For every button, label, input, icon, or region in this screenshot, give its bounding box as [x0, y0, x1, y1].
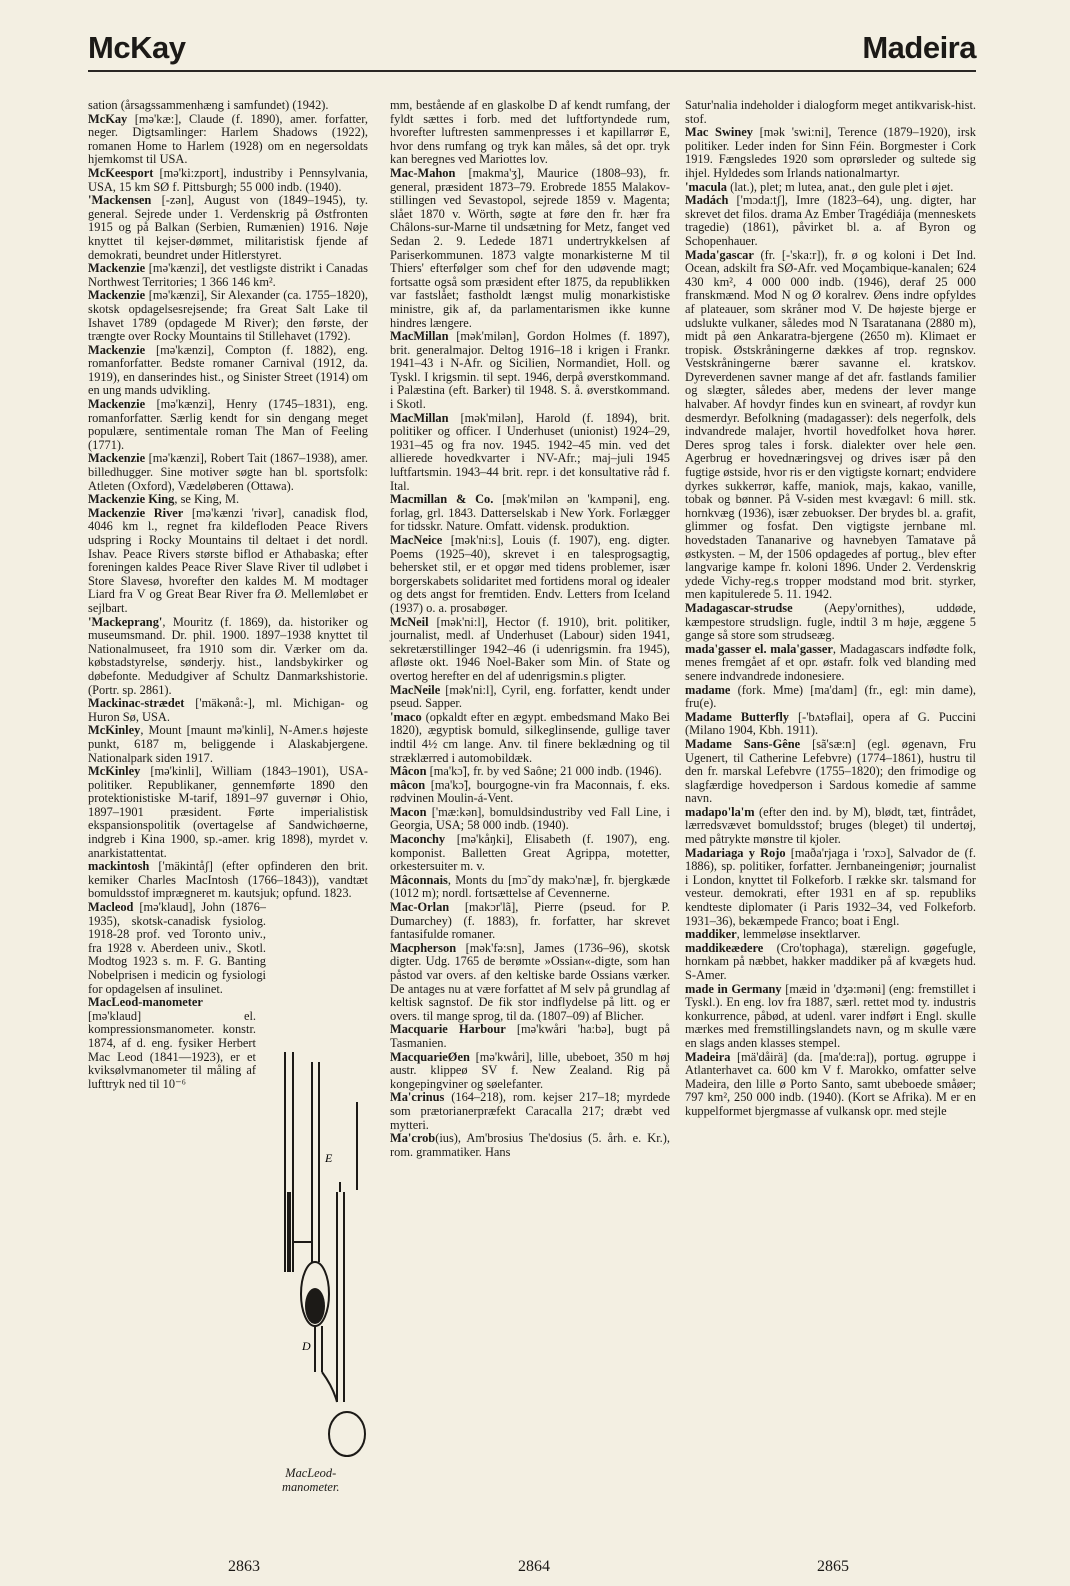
entry-headword: McKeesport: [88, 165, 154, 180]
dictionary-entry: Madách ['mɔda:tʃ], Imre (1823–64), ung. digter, har skrevet det filos. drama Az Ember Tragédiája (menneskets tragedie) (1861), påvirket bl. a. af Byron og Schopenhauer.: [685, 193, 976, 248]
dictionary-entry: MacNeice [mək'ni:s], Louis (f. 1907), eng. digter. Poems (1925–40), skrevet i en talesprogsagtig, behersket stil, er et opgør med tidens problemer, især borgerskabets solidaritet med fortidens moral og idealer og dets angst for fremtiden. Endv. Letters from Iceland (1937) o. a. prosabøger.: [390, 533, 670, 615]
figure-caption: [282, 1466, 339, 1494]
dictionary-entry: Mac-Mahon [makma'ʒ], Maurice (1808–93), fr. general, præsident 1873–79. Erobrede 1855 Malakov-stillingen ved Sevastopol, sejrede 1859 v. Magenta; slået 1870 v. Wörth, søgte at føre den fr. hær fra Châlons-sur-Marne til undsætning for Metz, fanget ved Sedan 2. 9. Ledede 1871 undertrykkelsen af Pariserkommunen. 1873 valgte monarkisterne M til Thiers' efterfølger som chef for den udøvende magt; fortsatte også som præsident efter 1875, da republikken var fastslået; fastholdt længst mulig monarkistiske ministre, gik af, da parlamentarismen ikke kunne hindres længere.: [390, 165, 670, 330]
dictionary-entry: Macon ['mæ:kən], bomuldsindustriby ved Fall Line, i Georgia, USA; 58 000 indb. (1940).: [390, 804, 670, 833]
entry-headword: Mada'gascar: [685, 247, 754, 262]
figure-caption-line-2: manometer.: [282, 1480, 340, 1494]
entry-headword: maddiker: [685, 927, 737, 942]
dictionary-entry: Maconchy [mə'kåŋki], Elisabeth (f. 1907), eng. komponist. Balletten Great Agrippa, motetter, orkestersuiter m. v.: [390, 832, 670, 874]
dictionary-entry: 'Mackensen [-zən], August von (1849–1945), ty. general. Sejrede under 1. Verdenskrig på Østfronten 1915 og på Balkan (Serbien, Rumænien) 1916. Nøje knyttet til kejser-dømmet, militaristisk fjende af demokrati, beundret under Hitlerstyret.: [88, 193, 368, 262]
entry-headword: Ma'crob: [390, 1131, 436, 1146]
dictionary-entry: Macpherson [mək'fə:sn], James (1736–96), skotsk digter. Udg. 1765 de berømte »Ossian«-digte, som han påstod var overs. af den keltiske barde Ossians værker. De antages nu at være forfattet af M selv på grundlag af keltisk sagnstof. De fik stor indflydelse på litt. og er overs. til mange sprog, til da. (1807–09) af Blicher.: [390, 940, 670, 1023]
entry-headword: Mac Swiney: [685, 125, 753, 140]
dictionary-entry: made in Germany [mæid in 'dʒə:məni] (eng: fremstillet i Tyskl.). En eng. lov fra 1887, særl. rettet mod ty. industris konkurrence, påbød, at udenl. varer indført i Engl. skulle mærkes med fremstillingslandets navn, og m skulle være en slags anden klasses stempel.: [685, 981, 976, 1050]
dictionary-entry: MacNeile [mək'ni:l], Cyril, eng. forfatter, kendt under pseud. Sapper.: [390, 682, 670, 711]
entry-headword: Mackinac-strædet: [88, 696, 185, 711]
dictionary-entry: Mac-Orlan [makɔr'lã], Pierre (pseud. for P. Dumarchey) (f. 1883), fr. forfatter, har skrevet fantasifulde romaner.: [390, 900, 670, 942]
dictionary-entry: McKeesport [mə'ki:zport], industriby i Pennsylvania, USA, 15 km SØ f. Pittsburgh; 55 000 indb. (1940).: [88, 165, 368, 194]
macleod-manometer-illustration: [267, 1042, 377, 1462]
entry-headword: Madame Sans-Gêne: [685, 736, 801, 751]
dictionary-entry: McNeil [mək'ni:l], Hector (f. 1910), brit. politiker, journalist, medl. af Underhuset (Labour) siden 1941, sekretærstillinger 1942–46 (i udenrigsmin. fra 1945), afløste okt. 1946 Noel-Baker som Min. of State og overtog herefter en del af udenrigsmin.s pligter.: [390, 614, 670, 683]
page-number-2: 2864: [518, 1558, 550, 1575]
dictionary-entry: maddiker, lemmeløse insektlarver.: [685, 927, 861, 942]
entry-headword: Mâcon: [390, 764, 427, 779]
column-1: [88, 99, 368, 1091]
entry-headword: Madame Butterfly: [685, 709, 789, 724]
entry-headword: Madariaga y Rojo: [685, 845, 786, 860]
entry-headword: maddikeædere: [685, 940, 764, 955]
page-number-1: 2863: [228, 1558, 260, 1575]
label-d: D: [302, 1339, 311, 1353]
figure-caption-line-1: MacLeod-: [285, 1466, 337, 1480]
entry-headword: mada'gasser el. mala'gasser: [685, 641, 833, 656]
entry-headword: Mackenzie: [88, 451, 146, 466]
dictionary-entry: Madariaga y Rojo [maða'rjaga i 'rɔxɔ], Salvador de (f. 1886), sp. politiker, forfatter. Jernbaneingeniør; journalist i London, knyttet til Folkeforb. I række skr. talsmand for vesteur. demokrati, efter 1931 en af sp. republiks kendteste diplomater (i Paris 1932–34, ved Folkeforb. 1931–36), bekæmpede Franco; boat i Engl.: [685, 845, 976, 928]
entry-headword: Madagascar-strudse: [685, 600, 793, 615]
entry-headword: mackintosh: [88, 859, 150, 874]
entry-headword: Mackenzie: [88, 261, 146, 276]
dictionary-entry: Mackinac-strædet ['mäkənå:-], ml. Michigan- og Huron Sø, USA.: [88, 696, 368, 724]
dictionary-entry: Mac Swiney [mək 'swi:ni], Terence (1879–1920), irsk politiker. Leder inden for Sinn Féin. Borgmester i Cork 1919. Fængsledes 1920 som oprørsleder og sultede sig ihjel. Hyldedes som Irlands nationalmartyr.: [685, 125, 976, 180]
dictionary-entry: Mada'gascar (fr. [-'ska:r]), fr. ø og koloni i Det Ind. Ocean, adskilt fra SØ-Afr. ved Moçambique-kanalen; 624 430 km², 4 000 000 indb. (1946), deraf 25 000 franskmænd. Mod N og Ø koralrev. Øens indre opfyldes af plateauer, som skråner mod V. De højeste bjerge er udslukte vulkaner, således mod N Tsaratanana (2880 m), midt på øen Ankaratra-bjergene (2650 m). Klimaet er tropisk. Østskråningerne dækkes af trop. regnskov. Vestskråningerne bærer savanne el. kratskov. Dyreverdenen savner mange af det afr. fastlands familier og slægter, således aber, medens der lever mange halvaber. Af hovdyr findes kun en svineart, af rovdyr kun desmerdyr. Befolkning (madagasser): dels negerfolk, dels indvandrede malajer, hvortil hovedfolket hova hører. Deres sprog tales i forsk. dialekter over hele øen. Agerbrug er hovednæringsvej og drives især på den fugtige østside, hvor ris er den vigtigste kornart; endvidere dyrkes sukkerrør, kaffe, maniok, majs, kakao, vanille, tobak og bønner. På V-siden mest kvægavl: 6 mill. stk. hornkvæg (1936), især zebuokser. Der brydes bl. a. grafit, glimmer og fosfat. Den vigtigste jernbane ml. hovedstaden Tananarive og havnebyen Tamatave på østkysten. – M, der 1506 opdagedes af portug., blev efter langvarige kampe fr. koloni 1896. Under 2. Verdenskrig ydede Vichy-reg.s tropper modstand mod brit. styrker, men kapitulerede 5. 11. 1942.: [685, 247, 976, 602]
dictionary-entry: Ma'crob(ius), Am'brosius The'dosius (5. årh. e. Kr.), rom. grammatiker. Hans: [390, 1131, 670, 1159]
dictionary-entry: Ma'crinus (164–218), rom. kejser 217–18; myrdede som prætorianerpræfekt Caracalla 217; dræbt ved mytteri.: [390, 1090, 670, 1132]
entry-headword: MacMillan: [390, 329, 449, 344]
dictionary-entry: Madagascar-strudse (Aepy'ornithes), uddøde, kæmpestore strudslign. fugle, indtil 3 m høje, æggene 5 gange så store som strudseæg.: [685, 600, 976, 643]
dictionary-entry: sation (årsagssammenhæng i samfundet) (1942).: [88, 98, 329, 112]
dictionary-entry: mada'gasser el. mala'gasser, Madagascars indfødte folk, menes fremgået af et opr. østafr. folk ved blanding med senere indvandrede indonesiere.: [685, 641, 976, 683]
entry-headword: madame: [685, 682, 731, 697]
entry-headword: Macleod: [88, 900, 134, 915]
entry-headword: MacMillan: [390, 410, 449, 425]
entry-headword: madapo'la'm: [685, 804, 755, 819]
entry-headword: Maconchy: [390, 832, 446, 847]
dictionary-entry: Mackenzie River [mə'kænzi 'rivər], canadisk flod, 4046 km l., regnet fra kildefloden Peace Rivers udspring i Rocky Mountains til deltaet i det nordl. Ishav. Peace Rivers største biflod er Athabaska; efter foreningen kaldes Peace River Slave River til udløbet i Store Slavesø, hvorefter den kaldes M. M modtager Liard fra V og Great Bear River fra Ø. Mellemløbet er sejlbart.: [88, 505, 368, 615]
dictionary-entry: mackintosh ['mäkintåʃ] (efter opfinderen den brit. kemiker Charles MacIntosh (1766–1843)), vandtæt bomuldsstof imprægneret m. kautsjuk; opfund. 1823.: [88, 859, 368, 901]
dictionary-entry: McKinley [mə'kinli], William (1843–1901), USA-politiker. Republikaner, gennemførte 1890 den protektionistiske M-tarif, 1891–97 guvernør i Ohio, 1897–1901 præsident. Førte imperialistisk ekspansionspolitik (overtagelse af Sandwichøerne, indgreb i Kina 1900, sp.-amer. krig 1898), myrdet v. anarkistattentat.: [88, 764, 368, 860]
dictionary-entry: MacMillan [mək'milən], Harold (f. 1894), brit. politiker og officer. I Underhuset (unionist) 1924–29, 1931–45 og fra nov. 1945. 1942–45 min. ved det allierede hovedkvarter i NV-Afr.; maj–juli 1945 luftfartsmin. 1943–44 brit. repr. i det konsultative råd f. Ital.: [390, 410, 670, 493]
dictionary-entry: 'maco (opkaldt efter en ægypt. embedsmand Mako Bei 1820), ægyptisk bomuld, silkeglinsende, gullige taver indtil 4½ cm lange. Anv. til finere beklædning og til stræklærred i automobildæk.: [390, 709, 670, 765]
dictionary-entry: Macmillan & Co. [mək'milən ən 'kʌmpəni], eng. forlag, grl. 1843. Datterselskab i New York. Forlægger for tidsskr. Nature. Omfatt. vidensk. produktion.: [390, 492, 670, 534]
entry-headword: Macmillan & Co.: [390, 492, 494, 507]
header-left-keyword: McKay: [88, 30, 186, 65]
dictionary-entry: MacquarieØen [mə'kwåri], lille, ubeboet, 350 m høj austr. klippeø SV f. New Zealand. Rig på kongepingviner og søelefanter.: [390, 1049, 670, 1091]
entry-headword: Mackenzie: [88, 342, 146, 357]
entry-headword: McKay: [88, 111, 128, 126]
dictionary-entry: MacMillan [mək'milən], Gordon Holmes (f. 1897), brit. generalmajor. Deltog 1916–18 i krigen i Frankr. 1941–43 i N-Afr. og Sicilien, Normandiet, Holl. og Tyskl. I krigsmin. til sept. 1946, derpå øverstkommand. i Palæstina (eft. Barker) til 1948. S. å. øverstkommand. i Skotl.: [390, 329, 670, 412]
entry-headword: mâcon: [390, 777, 426, 792]
dictionary-entry: 'Mackeprang', Mouritz (f. 1869), da. historiker og museumsmand. Dr. phil. 1900. 1897–1938 knyttet til Nationalmuseet, fra 1910 som dir. Værker om da. købstadstyrelse, sønderjy. hist., landsbykirker og døbefonte. Medudgiver af Schultz Danmarkshistorie. (Portr. sp. 2861).: [88, 614, 368, 697]
dictionary-entry: Madame Butterfly [-'bʌtəflai], opera af G. Puccini (Milano 1904, Kbh. 1911).: [685, 709, 976, 738]
entry-headword: MacNeice: [390, 533, 443, 547]
entry-headword: 'Mackeprang': [88, 614, 163, 629]
dictionary-entry: Satur'nalia indeholder i dialogform meget antikvarisk-hist. stof.: [685, 98, 976, 126]
mercury-column: [287, 1192, 291, 1272]
mercury-bulb-fill: [305, 1288, 325, 1324]
entry-headword: 'Mackensen: [88, 193, 152, 208]
entry-headword: McKinley: [88, 764, 141, 779]
dictionary-entry: MacLeod-manometer [mə'klaud] el. kompressionsmanometer. konstr. 1874, af d. eng. fysiker Herbert Mac Leod (1841—1923), er et kviksølvmanometer til måling af lufttryk ned til 10⁻⁶: [88, 995, 256, 1091]
entry-headword: McNeil: [390, 614, 429, 629]
entry-headword: Mac-Mahon: [390, 165, 456, 180]
entry-headword: Ma'crinus: [390, 1090, 445, 1105]
entry-headword: MacLeod-manometer: [88, 995, 203, 1010]
entry-headword: Mackenzie: [88, 288, 146, 303]
header-rule: [88, 70, 976, 72]
dictionary-entry: Mackenzie [mə'kænzi], Robert Tait (1867–1938), amer. billedhugger. Sine motiver søgte han bl. sportsfolk: Atleten (Oxford), Vædeløberen (Ottawa).: [88, 451, 368, 493]
entry-headword: Mackenzie King: [88, 492, 175, 507]
dictionary-entry: Mackenzie [mə'kænzi], Compton (f. 1882), eng. romanforfatter. Bedste romaner Carnival (1912, da. 1919), en danserindes hist., og Sinister Street (1914) om en ung mands udvikling.: [88, 342, 368, 398]
dictionary-entry: Mâconnais, Monts du [mɔ̃ dy makɔ'næ], fr. bjergkæde (1012 m); nordl. fortsættelse af Cevennerne.: [390, 872, 670, 901]
dictionary-entry: Mackenzie [mə'kænzi], Henry (1745–1831), eng. romanforfatter. Særlig kendt for sin dengang meget populære, sentimentale roman The Man of Feeling (1771).: [88, 397, 368, 452]
dictionary-entry: mâcon [ma'kɔ̃], bourgogne-vin fra Maconnais, f. eks. rødvinen Moulin-á-Vent.: [390, 777, 670, 806]
page-number-3: 2865: [817, 1558, 849, 1575]
header-right-keyword: Madeira: [862, 30, 976, 65]
dictionary-entry: Mackenzie [mə'kænzi], Sir Alexander (ca. 1755–1820), skotsk opdagelsesrejsende; fra Great Salt Lake til Ishavet 1789 (opdagede M River); den første, der trængte over Rocky Mountains til Stillehavet (1792).: [88, 288, 368, 344]
dictionary-entry: Macleod [mə'klaud], John (1876–1935), skotsk-canadisk fysiolog. 1918-28 prof. ved Toronto univ., fra 1928 v. Aberdeen univ., Skotl. Modtog 1923 s. m. F. G. Banting Nobelprisen i medicin og fysiologi for opdagelsen af insulinet.: [88, 900, 266, 996]
entry-headword: Macpherson: [390, 940, 457, 955]
entry-headword: Madeira: [685, 1049, 731, 1064]
entry-headword: made in Germany: [685, 981, 782, 996]
entry-headword: Mâconnais: [390, 872, 448, 887]
dictionary-entry: Mâcon [ma'kɔ̃], fr. by ved Saône; 21 000 indb. (1946).: [390, 764, 662, 779]
dictionary-entry: Macquarie Harbour [mə'kwåri 'ha:bə], bugt på Tasmanien.: [390, 1022, 670, 1050]
dictionary-entry: 'macula (lat.), plet; m lutea, anat., den gule plet i øjet.: [685, 179, 954, 194]
dictionary-entry: Madame Sans-Gêne [sã'sæ:n] (egl. øgenavn, Fru Ugenert, til Catherine Lefebvre) (1774–1861), hustru til den fr. marskal Lefebvre (1755–1820); den frimodige og slagfærdige hovedperson i Sardous komedie af samme navn.: [685, 736, 976, 806]
entry-headword: Mac-Orlan: [390, 900, 450, 915]
entry-headword: 'maco: [390, 709, 422, 724]
dictionary-entry: McKinley, Mount [maunt mə'kinli], N-Amer.s højeste punkt, 6187 m, beliggende i Alaskabjergene. Nationalpark siden 1917.: [88, 723, 368, 765]
dictionary-entry: McKay [mə'kæ:], Claude (f. 1890), amer. forfatter, neger. Digtsamlinger: Harlem Shadows (1922), romanen Home to Harlem (1928) om en negersoldats hjemkomst til USA.: [88, 111, 368, 167]
entry-headword: Macon: [390, 804, 427, 819]
label-e: E: [325, 1151, 333, 1165]
manometer-reservoir: [329, 1412, 365, 1456]
entry-headword: Mackenzie: [88, 397, 146, 412]
entry-headword: Madách: [685, 193, 729, 208]
dictionary-entry: Mackenzie [mə'kænzi], det vestligste distrikt i Canadas Northwest Territories; 1 366 146 km².: [88, 261, 368, 289]
dictionary-entry: mm, bestående af en glaskolbe D af kendt rumfang, der fyldt sættes i forb. med det luftfortyndede rum, hvorefter luftresten sammenpresses i et kapillarrør E, hvor dens rumfang og tryk kan måles, så det opr. tryk kan beregnes ved Mariottes lov.: [390, 98, 670, 167]
dictionary-entry: madapo'la'm (efter den ind. by M), blødt, tæt, fintrådet, lærredsvævet bomuldsstof; bruges (bleget) til undertøj, med påtrykte mønstre til kjoler.: [685, 804, 976, 847]
entry-headword: MacquarieØen: [390, 1049, 470, 1064]
dictionary-entry: Mackenzie King, se King, M.: [88, 492, 240, 507]
entry-headword: 'macula: [685, 179, 727, 194]
dictionary-entry: maddikeædere (Cro'tophaga), stærelign. gøgefugle, hornkam på næbbet, hakker maddiker på af kvægets hud. S-Amer.: [685, 940, 976, 982]
entry-headword: MacNeile: [390, 682, 441, 697]
entry-headword: Macquarie Harbour: [390, 1022, 506, 1037]
column-2: [390, 99, 670, 1159]
entry-headword: McKinley: [88, 723, 141, 738]
entry-headword: Mackenzie River: [88, 505, 184, 520]
dictionary-entry: madame (fork. Mme) [ma'dam] (fr., egl: min dame), fru(e).: [685, 682, 976, 711]
dictionary-entry: Madeira [mä'dåirä] (da. [ma'de:ra]), portug. øgruppe i Atlanterhavet ca. 600 km V f. Marokko, omfatter selve Madeira, den lille ø Porto Santo, samt ubeboede småøer; 797 km², 250 000 indb. (1940). (Kort se Afrika). M er en kuppelformet bjergmasse af vulkansk opr. med stejle: [685, 1049, 976, 1118]
column-3: [685, 99, 976, 1119]
